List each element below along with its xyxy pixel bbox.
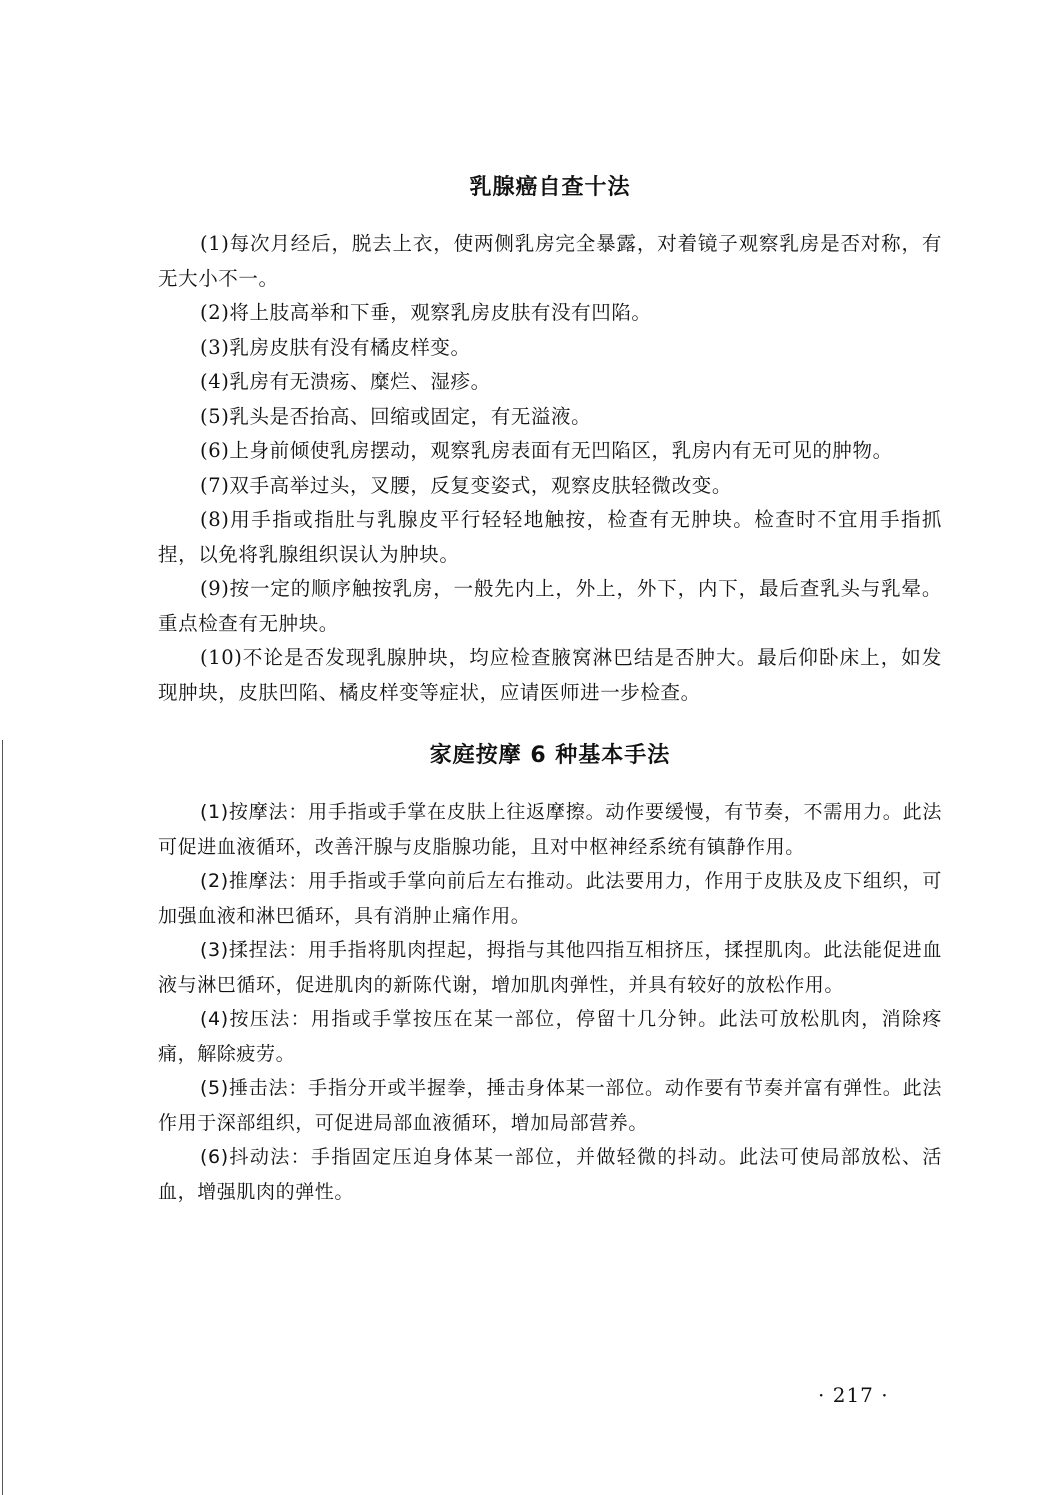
scan-edge-line xyxy=(2,740,3,1495)
paragraph: (2)将上肢高举和下垂，观察乳房皮肤有没有凹陷。 xyxy=(200,301,652,324)
section-title-breast-self-exam: 乳腺癌自查十法 xyxy=(469,175,631,200)
paragraph: (4)乳房有无溃疡、糜烂、湿疹。 xyxy=(200,370,491,393)
paragraph: (1)按摩法：用手指或手掌在皮肤上往返摩擦。动作要缓慢，有节奏，不需用力。此法可促进血液循环，改善汗腺与皮脂腺功能，且对中枢神经系统有镇静作用。 xyxy=(158,801,942,858)
page-content xyxy=(158,164,942,1209)
paragraph: (10)不论是否发现乳腺肿块，均应检查腋窝淋巴结是否肿大。最后仰卧床上，如发现肿块，皮肤凹陷、橘皮样变等症状，应请医师进一步检查。 xyxy=(158,646,942,704)
paragraph: (5)乳头是否抬高、回缩或固定，有无溢液。 xyxy=(200,404,592,428)
paragraph: (6)上身前倾使乳房摆动，观察乳房表面有无凹陷区，乳房内有无可见的肿物。 xyxy=(200,439,893,462)
paragraph: (2)推摩法：用手指或手掌向前后左右推动。此法要用力，作用于皮肤及皮下组织，可加强血液和淋巴循环，具有消肿止痛作用。 xyxy=(158,870,942,927)
paragraph: (7)双手高举过头，叉腰，反复变姿式，观察皮肤轻微改变。 xyxy=(200,473,732,497)
paragraph: (3)揉捏法：用手指将肌肉捏起，拇指与其他四指互相挤压，揉捏肌肉。此法能促进血液与淋巴循环，促进肌肉的新陈代谢，增加肌肉弹性，并具有较好的放松作用。 xyxy=(158,939,942,996)
paragraph: (3)乳房皮肤有没有橘皮样变。 xyxy=(200,335,471,359)
paragraph: (1)每次月经后，脱去上衣，使两侧乳房完全暴露，对着镜子观察乳房是否对称，有无大小不一。 xyxy=(158,232,942,290)
section-title-home-massage: 家庭按摩 6 种基本手法 xyxy=(429,743,671,768)
paragraph: (6)抖动法：手指固定压迫身体某一部位，并做轻微的抖动。此法可使局部放松、活血，增强肌肉的弹性。 xyxy=(158,1146,942,1203)
page-number: · 217 · xyxy=(818,1383,889,1407)
paragraph: (8)用手指或指肚与乳腺皮平行轻轻地触按，检查有无肿块。检查时不宜用手指抓捏，以免将乳腺组织误认为肿块。 xyxy=(158,508,942,566)
paragraph: (4)按压法：用指或手掌按压在某一部位，停留十几分钟。此法可放松肌肉，消除疼痛，解除疲劳。 xyxy=(158,1008,942,1065)
paragraph: (5)捶击法：手指分开或半握拳，捶击身体某一部位。动作要有节奏并富有弹性。此法作用于深部组织，可促进局部血液循环，增加局部营养。 xyxy=(158,1077,942,1134)
paragraph: (9)按一定的顺序触按乳房，一般先内上，外上，外下，内下，最后查乳头与乳晕。重点检查有无肿块。 xyxy=(158,577,942,635)
